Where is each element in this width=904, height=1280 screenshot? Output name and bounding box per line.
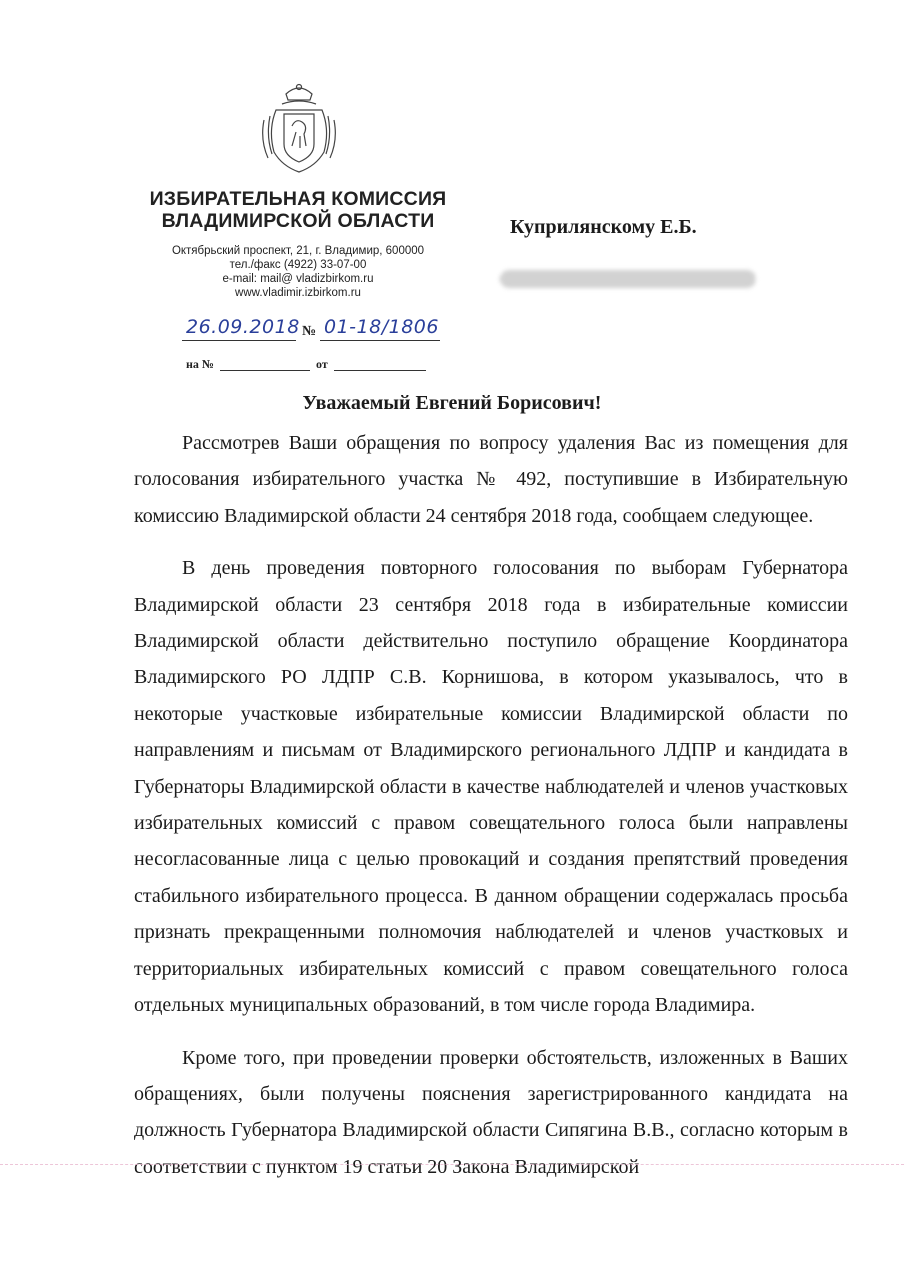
paragraph-2: В день проведения повторного голосования по выборам Губернатора Владимирской области 23 сентября 2018 года в избирательные комиссии Владимирской области действительно поступило обращение Координатора Владимирского РО ЛДПР С.В. Корнишова, в котором указывалось, что в некоторые участковые избирательные комиссии Владимирской области по направлениям и письмам от Владимирского регионального ЛДПР и кандидата в Губернаторы Владимирской области в качестве наблюдателей и членов участковых избирательных комиссий с правом совещательного голоса были направлены несогласованные лица с целью провокаций и создания препятствий проведения стабильного избирательного процесса. В данном обращении содержалась просьба признать прекращенными полномочия наблюдателей и членов участковых и территориальных избирательных комиссий с правом совещательного голоса отдельных муниципальных образований, в том числе города Владимира. xyxy=(134,557,848,1017)
in-reply-label: на № xyxy=(186,357,214,371)
coat-of-arms-icon xyxy=(256,80,342,176)
paragraph-3: Кроме того, при проведении проверки обстоятельств, изложенных в Ваших обращениях, были получены пояснения зарегистрированного кандидата на должность Губернатора Владимирской области Сипягина В.В., согласно которым в соответствии с пунктом 19 статьи 20 Закона Владимирской xyxy=(134,1046,848,1178)
from-label: от xyxy=(316,357,328,371)
addressee: Куприлянскому Е.Б. xyxy=(510,216,697,238)
email: e-mail: mail@ vladizbirkom.ru xyxy=(222,273,374,285)
in-reply-blank xyxy=(220,370,310,371)
letter-body xyxy=(134,425,848,1201)
organization-name xyxy=(128,188,468,232)
from-blank xyxy=(334,370,426,371)
scan-artifact-line xyxy=(0,1164,904,1165)
org-name-line2: ВЛАДИМИРСКОЙ ОБЛАСТИ xyxy=(161,210,435,232)
number-sign: № xyxy=(302,324,317,339)
greeting: Уважаемый Евгений Борисович! xyxy=(302,392,602,414)
address: Октябрьский проспект, 21, г. Владимир, 600000 xyxy=(171,245,425,257)
contact-block xyxy=(128,244,468,300)
redacted-address xyxy=(500,270,756,288)
outgoing-reference xyxy=(178,312,458,346)
phone: тел./факс (4922) 33-07-00 xyxy=(229,259,367,271)
paragraph-1: Рассмотрев Ваши обращения по вопросу удаления Вас из помещения для голосования избирательного участка № 492, поступившие в Избирательную комиссию Владимирской области 24 сентября 2018 года, сообщаем следующее. xyxy=(134,432,848,527)
org-name-line1: ИЗБИРАТЕЛЬНАЯ КОМИССИЯ xyxy=(149,188,447,210)
number-underline xyxy=(320,340,440,341)
handwritten-number: 01-18/1806 xyxy=(324,316,439,338)
in-reply-reference xyxy=(186,357,446,373)
handwritten-date: 26.09.2018 xyxy=(186,316,300,338)
date-underline xyxy=(182,340,296,341)
website: www.vladimir.izbirkom.ru xyxy=(235,287,361,299)
